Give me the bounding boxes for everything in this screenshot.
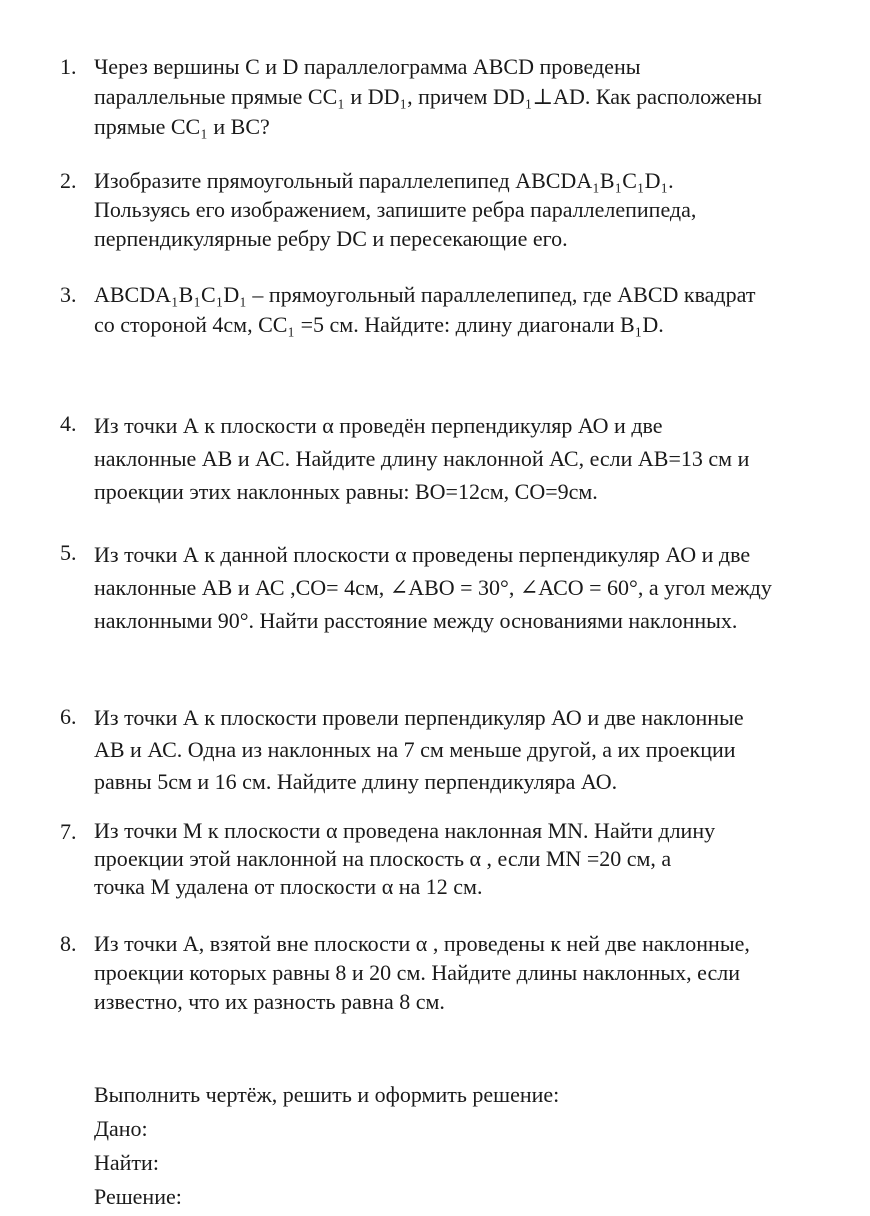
problem-text-line: Изобразите прямоугольный параллелепипед ABCDA₁B₁C₁D₁. xyxy=(94,168,674,193)
problem-number: 1. xyxy=(60,54,77,79)
problem-text-line: ABCDA₁B₁C₁D₁ – прямоугольный параллелепипед, где ABCD квадрат xyxy=(94,282,756,307)
problem-text-line: наклонными 90°. Найти расстояние между основаниями наклонных. xyxy=(94,608,738,633)
problem-text-line: Из точки А к плоскости провели перпендикуляр АО и две наклонные xyxy=(94,705,744,730)
problem-text-line: Из точки А, взятой вне плоскости α , проведены к ней две наклонные, xyxy=(94,931,750,956)
problem-text-line: со стороной 4см, CC₁ =5 см. Найдите: длину диагонали B₁D. xyxy=(94,312,664,337)
problem-text-line: наклонные АВ и АС. Найдите длину наклонной АС, если АВ=13 см и xyxy=(94,446,750,471)
problem-text-line: прямые CC₁ и ВС? xyxy=(94,114,270,139)
instruction-text: Выполнить чертёж, решить и оформить решение: xyxy=(94,1082,560,1107)
problem-text-line: перпендикулярные ребру DC и пересекающие его. xyxy=(94,226,568,251)
problem-text-line: параллельные прямые CC₁ и DD₁, причем DD₁⊥AD. Как расположены xyxy=(94,84,762,109)
problem-text-line: АВ и АС. Одна из наклонных на 7 см меньше другой, а их проекции xyxy=(94,737,736,762)
solution-template xyxy=(94,1078,794,1214)
problem-text-line: наклонные АВ и АС ,СО= 4см, ∠АВО = 30°, ∠АСО = 60°, а угол между xyxy=(94,575,772,600)
problem-text-line: Через вершины С и D параллелограмма ABCD проведены xyxy=(94,54,641,79)
problem-text-line: Пользуясь его изображением, запишите ребра параллелепипеда, xyxy=(94,197,697,222)
problem-number: 6. xyxy=(60,704,77,729)
problem-text-line: Из точки А к данной плоскости α проведены перпендикуляр АО и две xyxy=(94,542,751,567)
given-label: Дано: xyxy=(94,1116,148,1141)
problem-text-line: проекции которых равны 8 и 20 см. Найдите длины наклонных, если xyxy=(94,960,741,985)
problem-number: 5. xyxy=(60,540,77,565)
solution-label: Решение: xyxy=(94,1184,182,1209)
problem-number: 4. xyxy=(60,411,77,436)
find-label: Найти: xyxy=(94,1150,159,1175)
problem-text-line: Из точки А к плоскости α проведён перпендикуляр АО и две xyxy=(94,413,663,438)
problem-number: 8. xyxy=(60,931,77,956)
problem-text-line: проекции этой наклонной на плоскость α , если MN =20 см, а xyxy=(94,846,672,871)
problem-number: 3. xyxy=(60,282,77,307)
problem-text-line: точка М удалена от плоскости α на 12 см. xyxy=(94,874,483,899)
problem-number: 7. xyxy=(60,819,77,844)
problem-text-line: известно, что их разность равна 8 см. xyxy=(94,989,445,1014)
problem-text-line: проекции этих наклонных равны: ВО=12см, СО=9см. xyxy=(94,479,598,504)
problem-number: 2. xyxy=(60,168,77,193)
problem-text-line: Из точки М к плоскости α проведена наклонная MN. Найти длину xyxy=(94,818,716,843)
problem-text-line: равны 5см и 16 см. Найдите длину перпендикуляра АО. xyxy=(94,769,618,794)
